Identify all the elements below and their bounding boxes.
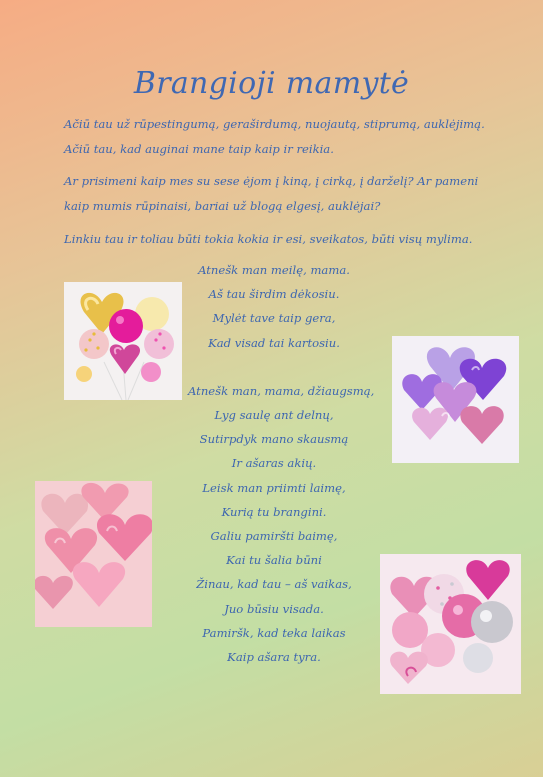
poem-line: Leisk man priimti laimę, [202, 480, 346, 495]
paragraph-1: Ačiū tau už rūpestingumą, geraširdumą, nuojautą, stiprumą, auklėjimą. Ačiū tau, kad auginai mane taip kaip ir reikia. [64, 117, 485, 156]
purple-heart-balloons-photo [392, 336, 519, 463]
poem-line: Aš tau širdim dėkosiu. [208, 287, 340, 302]
poem-line: Juo būsiu visada. [224, 601, 324, 616]
poem [188, 258, 375, 669]
poem-line: Kaip ašara tyra. [227, 650, 321, 665]
poem-line: Atnešk man, mama, džiaugsmą, [188, 383, 375, 398]
pink-heart-balloons-photo [35, 481, 152, 627]
balloons-bouquet-photo [64, 282, 182, 400]
paragraph-3: Linkiu tau ir toliau būti tokia kokia ir esi, sveikatos, būti visų mylima. [64, 232, 473, 246]
poem-line: Mylėt tave taip gera, [212, 311, 336, 326]
poem-line: Galiu pamiršti baimę, [210, 529, 338, 544]
poem-line: Kurią tu brangini. [221, 504, 327, 519]
pink-silver-balloons-photo [380, 554, 521, 694]
poem-line: Pamiršk, kad teka laikas [202, 625, 346, 640]
poem-line: Žinau, kad tau – aš vaikas, [196, 577, 352, 592]
poem-line: Ir ašaras akių. [231, 456, 317, 471]
poem-line: Atnešk man meilę, mama. [198, 263, 350, 277]
poem-line: Kai tu šalia būni [226, 553, 322, 568]
poem-line: Lyg saulę ant delnų, [214, 408, 334, 423]
page-title: Brangioji mamytė [133, 66, 410, 101]
paragraph-2: Ar prisimeni kaip mes su sese ėjom į kiną, į cirką, į darželį? Ar pameni kaip mumis rūpinaisi, bariai už blogą elgesį, auklėjai? [64, 174, 479, 213]
poem-line: Kad visad tai kartosiu. [208, 335, 340, 350]
poem-line: Sutirpdyk mano skausmą [199, 432, 349, 447]
